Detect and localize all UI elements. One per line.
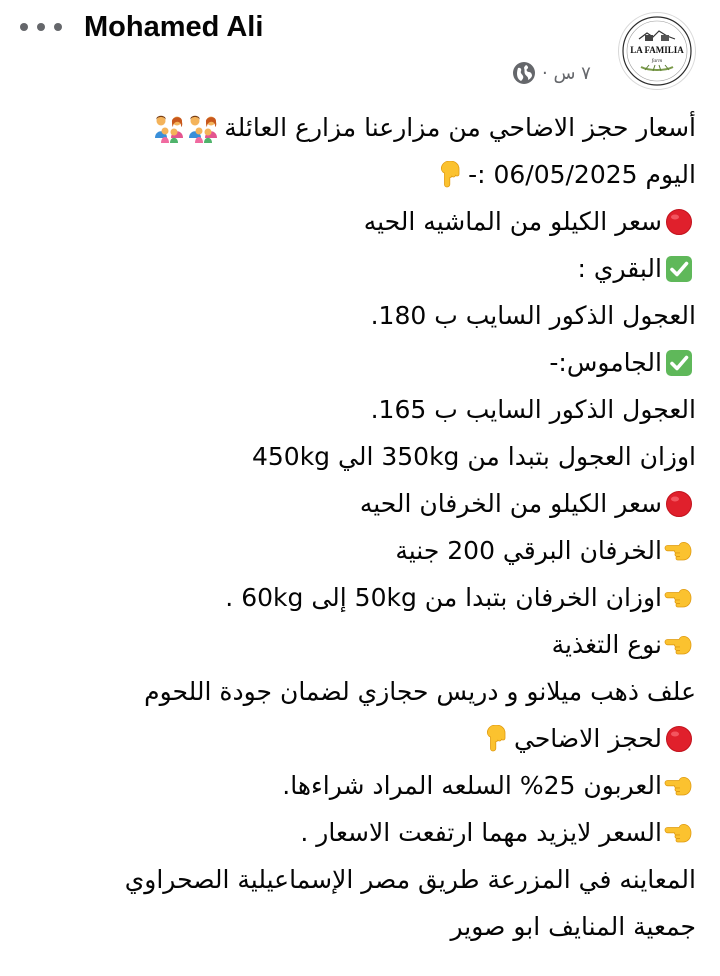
- post-line: [20, 527, 696, 574]
- post-line: [20, 762, 696, 809]
- post-line-text: نوع التغذية: [551, 630, 662, 659]
- post-line: [20, 856, 696, 903]
- pointing-down-emoji-icon: [483, 725, 511, 753]
- post-line-text: الخرفان البرقي 200 جنية: [395, 536, 662, 565]
- red-circle-emoji-icon: [665, 490, 693, 518]
- more-options-button[interactable]: [18, 12, 64, 42]
- pointing-down-emoji-icon: [437, 161, 465, 189]
- post-line: [20, 574, 696, 621]
- pointing-left-emoji-icon: [665, 819, 693, 847]
- post-text: [20, 104, 696, 950]
- check-mark-emoji-icon: [665, 255, 693, 283]
- post-line: [20, 386, 696, 433]
- post-line-text: الجاموس:-: [549, 348, 662, 377]
- post-line-text: اليوم 06/05/2025 :-: [468, 160, 696, 189]
- post-line-text: لحجز الاضاحي: [514, 724, 662, 753]
- pointing-left-emoji-icon: [665, 584, 693, 612]
- post-line-text: العجول الذكور السايب ب 180.: [370, 301, 696, 330]
- avatar-logo-text: LA FAMILIA: [630, 45, 684, 55]
- red-circle-emoji-icon: [665, 725, 693, 753]
- post-header: [0, 0, 720, 96]
- author-name[interactable]: Mohamed Ali: [84, 11, 264, 43]
- post-line: [20, 621, 696, 668]
- post-line: [20, 480, 696, 527]
- post-line-text: اوزان العجول بتبدا من 350kg الي 450kg: [251, 442, 696, 471]
- globe-icon[interactable]: [512, 61, 536, 85]
- pointing-left-emoji-icon: [665, 631, 693, 659]
- post-line-text: علف ذهب ميلانو و دريس حجازي لضمان جودة اللحوم: [144, 677, 696, 706]
- post-line-text: العجول الذكور السايب ب 165.: [370, 395, 696, 424]
- check-mark-emoji-icon: [665, 349, 693, 377]
- family-emoji-icon: [193, 114, 221, 142]
- post-line-text: العربون 25% السلعه المراد شراءها.: [282, 771, 662, 800]
- post-line-text: المعاينه في المزرعة طريق مصر الإسماعيلية الصحراوي: [124, 865, 696, 894]
- post-line-text: سعر الكيلو من الماشيه الحيه: [363, 207, 662, 236]
- pointing-left-emoji-icon: [665, 537, 693, 565]
- post-line-text: سعر الكيلو من الخرفان الحيه: [359, 489, 662, 518]
- post-line: [20, 903, 696, 950]
- red-circle-emoji-icon: [665, 208, 693, 236]
- post-line-text: السعر لايزيد مهما ارتفعت الاسعار .: [300, 818, 662, 847]
- family-emoji-icon: [159, 114, 187, 142]
- post-meta: [512, 58, 591, 88]
- more-dot: [54, 23, 62, 31]
- post-line: [20, 245, 696, 292]
- post-line-text: اوزان الخرفان بتبدا من 50kg إلى 60kg .: [225, 583, 662, 612]
- more-dot: [20, 23, 28, 31]
- more-dot: [37, 23, 45, 31]
- post-line: [20, 104, 696, 151]
- page-avatar[interactable]: [618, 12, 696, 90]
- post-line: [20, 292, 696, 339]
- post-line-text: جمعية المنايف ابو صوير: [450, 912, 696, 941]
- avatar-logo-subtext: farm: [651, 58, 663, 64]
- post-line: [20, 668, 696, 715]
- post-line: [20, 433, 696, 480]
- post-line: [20, 151, 696, 198]
- post-line-text: البقري :: [577, 254, 662, 283]
- post-line: [20, 198, 696, 245]
- post-line-text: أسعار حجز الاضاحي من مزارعنا مزارع العائلة: [224, 113, 696, 142]
- post-line: [20, 809, 696, 856]
- post-line: [20, 339, 696, 386]
- post-line: [20, 715, 696, 762]
- pointing-left-emoji-icon: [665, 772, 693, 800]
- post-timestamp[interactable]: ٧ س ·: [542, 62, 591, 84]
